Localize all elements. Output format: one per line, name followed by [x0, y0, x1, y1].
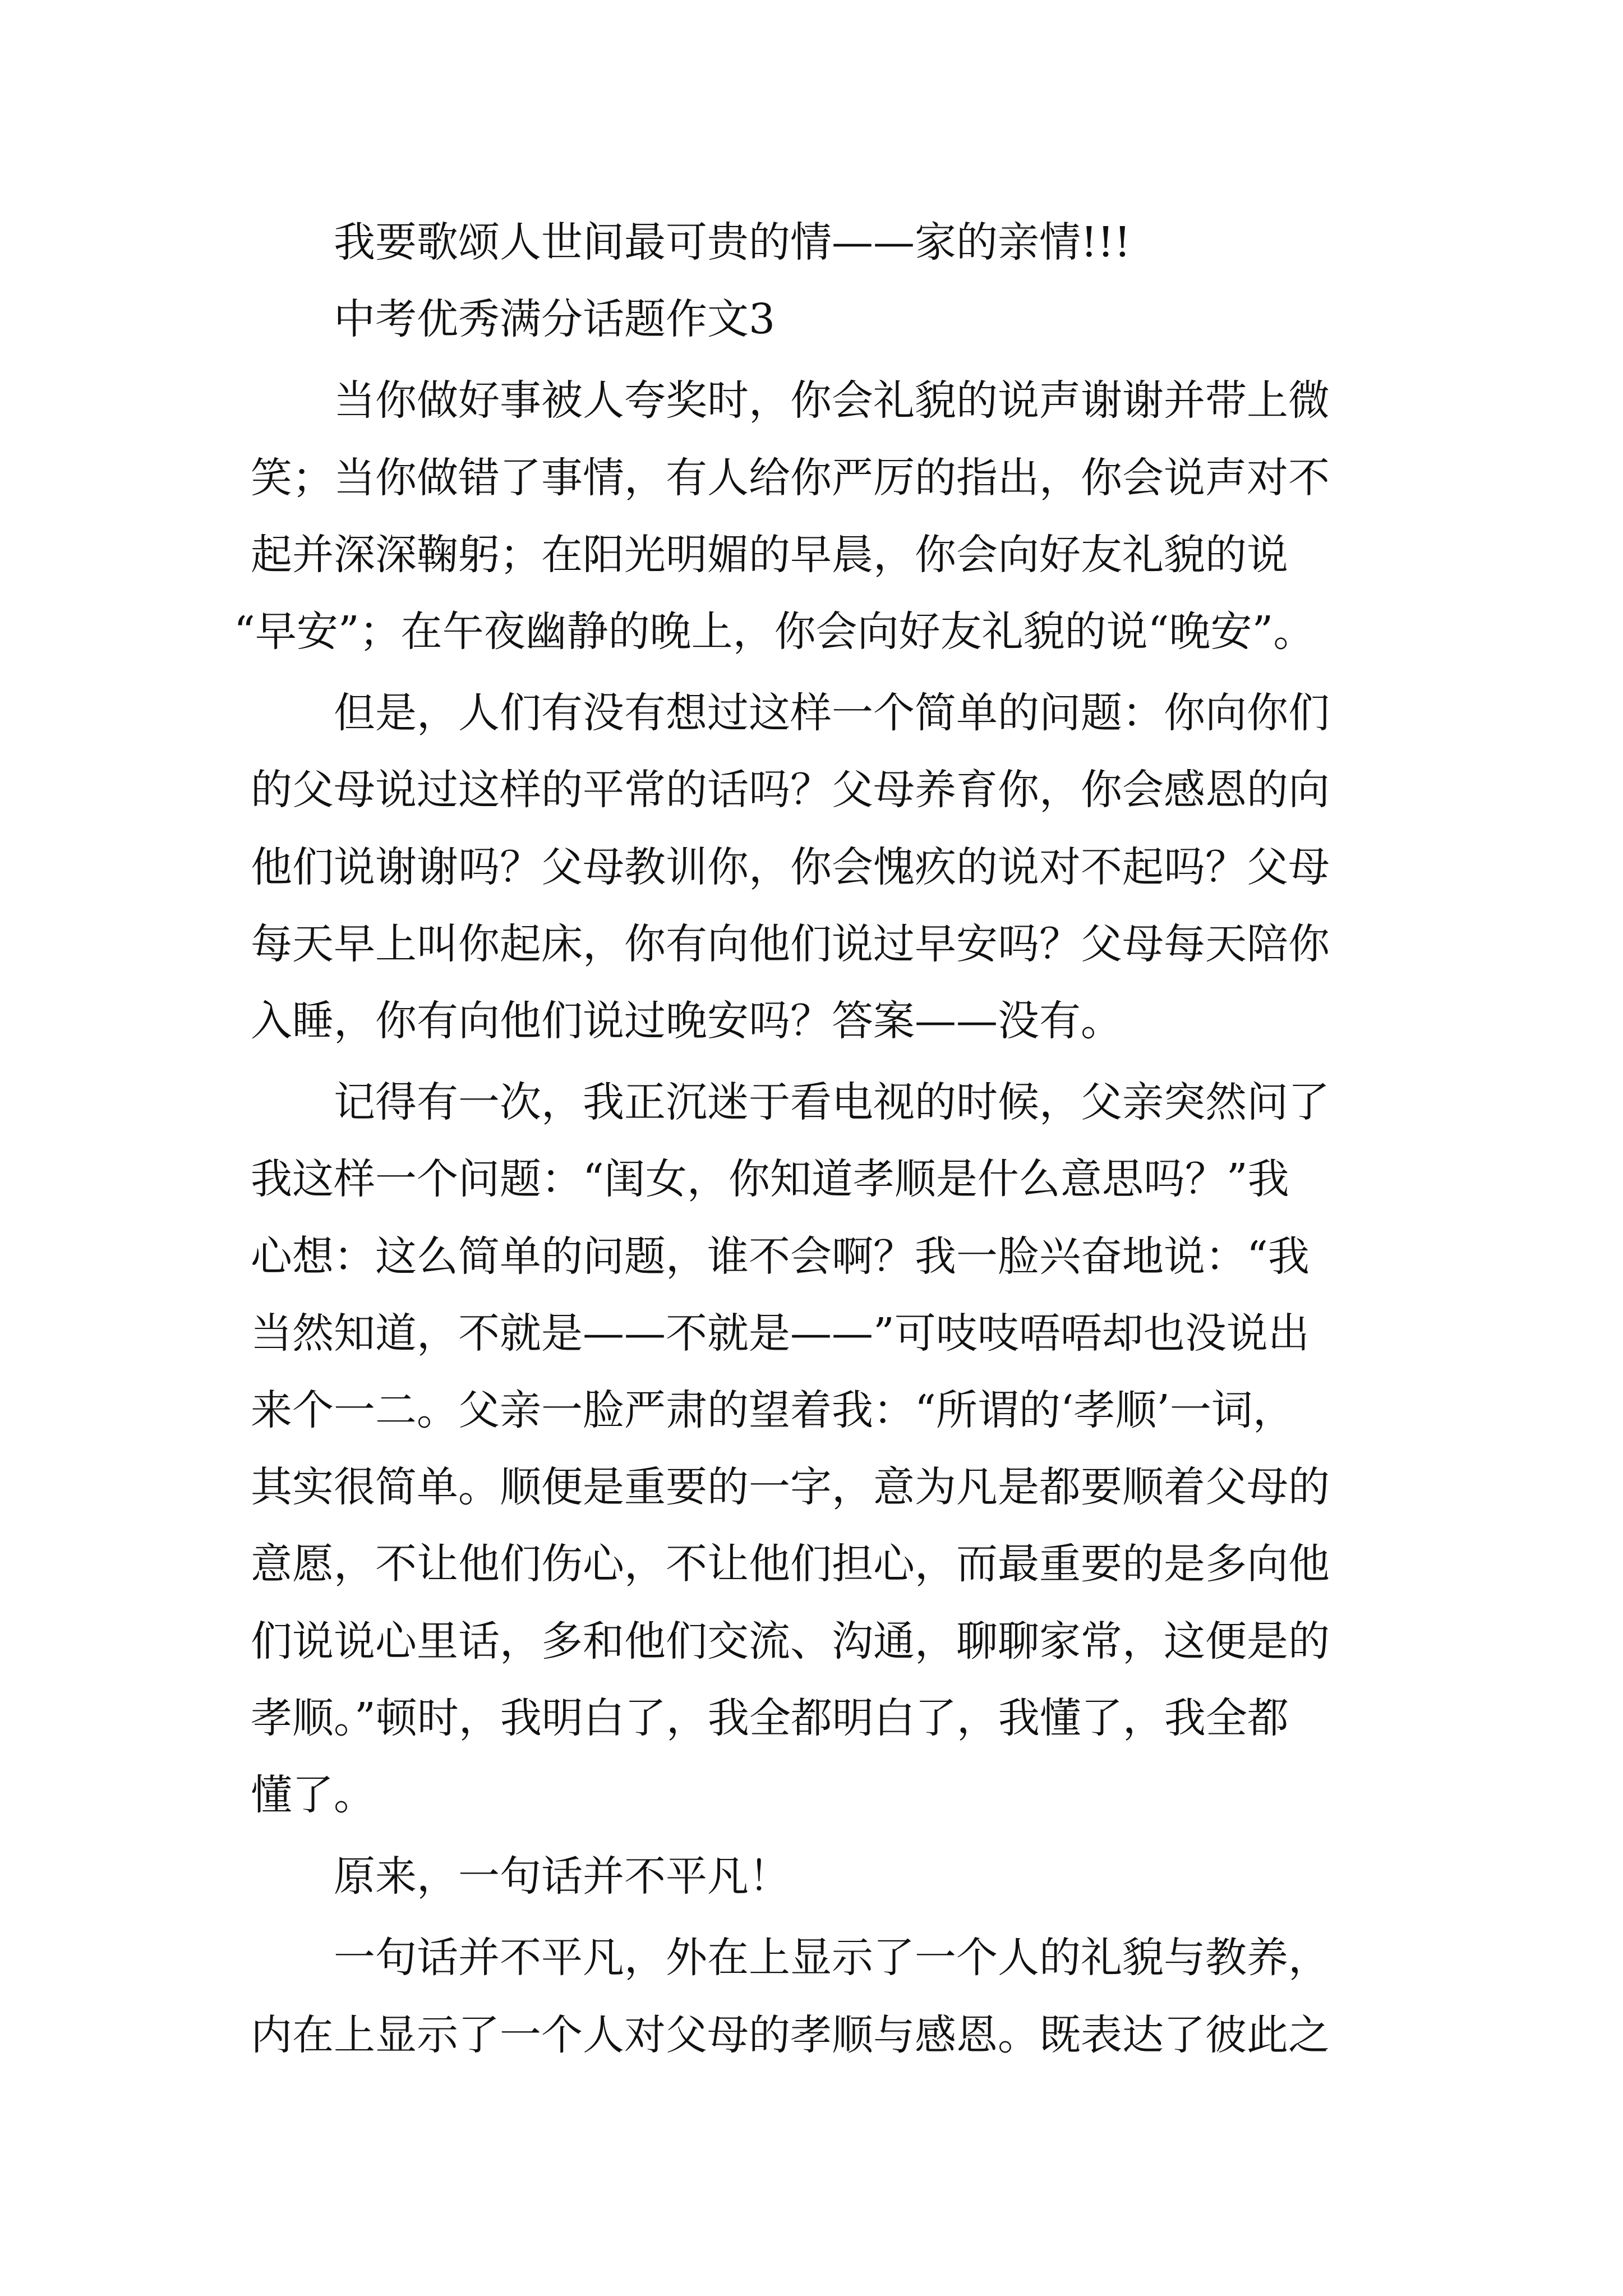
text-line: 但是，人们有没有想过这样一个简单的问题：你向你们	[334, 689, 1330, 738]
text-line: 的父母说过这样的平常的话吗？父母养育你，你会感恩的向	[251, 766, 1330, 815]
paragraph	[251, 1064, 1372, 1834]
text-line: 其实很简单。顺便是重要的一字，意为凡是都要顺着父母的	[251, 1463, 1330, 1512]
paragraph	[251, 1920, 1372, 2073]
text-line: 起并深深鞠躬；在阳光明媚的早晨，你会向好友礼貌的说	[251, 530, 1288, 579]
text-line: 当然知道，不就是——不就是——”可吱吱唔唔却也没说出	[251, 1309, 1310, 1358]
text-line: 来个一二。父亲一脸严肃的望着我：“所谓的‘孝顺’一词，	[251, 1386, 1294, 1435]
paragraph	[251, 1838, 1372, 1915]
text-line: 原来，一句话并不平凡！	[334, 1852, 790, 1901]
paragraph-closing-line	[251, 204, 1372, 281]
text-line: 入睡，你有向他们说过晚安吗？答案——没有。	[251, 997, 1122, 1046]
paragraph	[234, 362, 1372, 670]
text-line: 中考优秀满分话题作文3	[334, 295, 776, 344]
essay-title	[251, 281, 1372, 358]
text-line: 记得有一次，我正沉迷于看电视的时候，父亲突然问了	[334, 1078, 1330, 1127]
text-line: 每天早上叫你起床，你有向他们说过早安吗？父母每天陪你	[251, 919, 1330, 968]
text-line: 孝顺。”顿时，我明白了，我全都明白了，我懂了，我全都	[251, 1694, 1289, 1742]
text-line: 心想：这么简单的问题，谁不会啊？我一脸兴奋地说：“我	[251, 1232, 1310, 1281]
text-line: 当你做好事被人夸奖时，你会礼貌的说声谢谢并带上微	[334, 376, 1330, 425]
paragraph	[251, 675, 1372, 1060]
text-line: 内在上显示了一个人对父母的孝顺与感恩。既表达了彼此之	[251, 2010, 1330, 2059]
text-line: 我这样一个问题：“闺女，你知道孝顺是什么意思吗？”我	[251, 1155, 1289, 1204]
text-line: 们说说心里话，多和他们交流、沟通，聊聊家常，这便是的	[251, 1617, 1330, 1665]
text-line: 他们说谢谢吗？父母教训你，你会愧疚的说对不起吗？父母	[251, 843, 1330, 891]
text-line: 意愿，不让他们伤心，不让他们担心，而最重要的是多向他	[251, 1540, 1330, 1589]
text-line: 一句话并不平凡，外在上显示了一个人的礼貌与教养，	[334, 1934, 1330, 1982]
text-line: 笑；当你做错了事情，有人给你严厉的指出，你会说声对不	[251, 453, 1330, 502]
text-line: 我要歌颂人世间最可贵的情——家的亲情!!!	[334, 218, 1131, 266]
text-line: “早安”；在午夜幽静的晚上，你会向好友礼貌的说“晚安”。	[234, 608, 1315, 656]
text-line: 懂了。	[251, 1771, 375, 1820]
document-body	[234, 204, 1372, 2074]
